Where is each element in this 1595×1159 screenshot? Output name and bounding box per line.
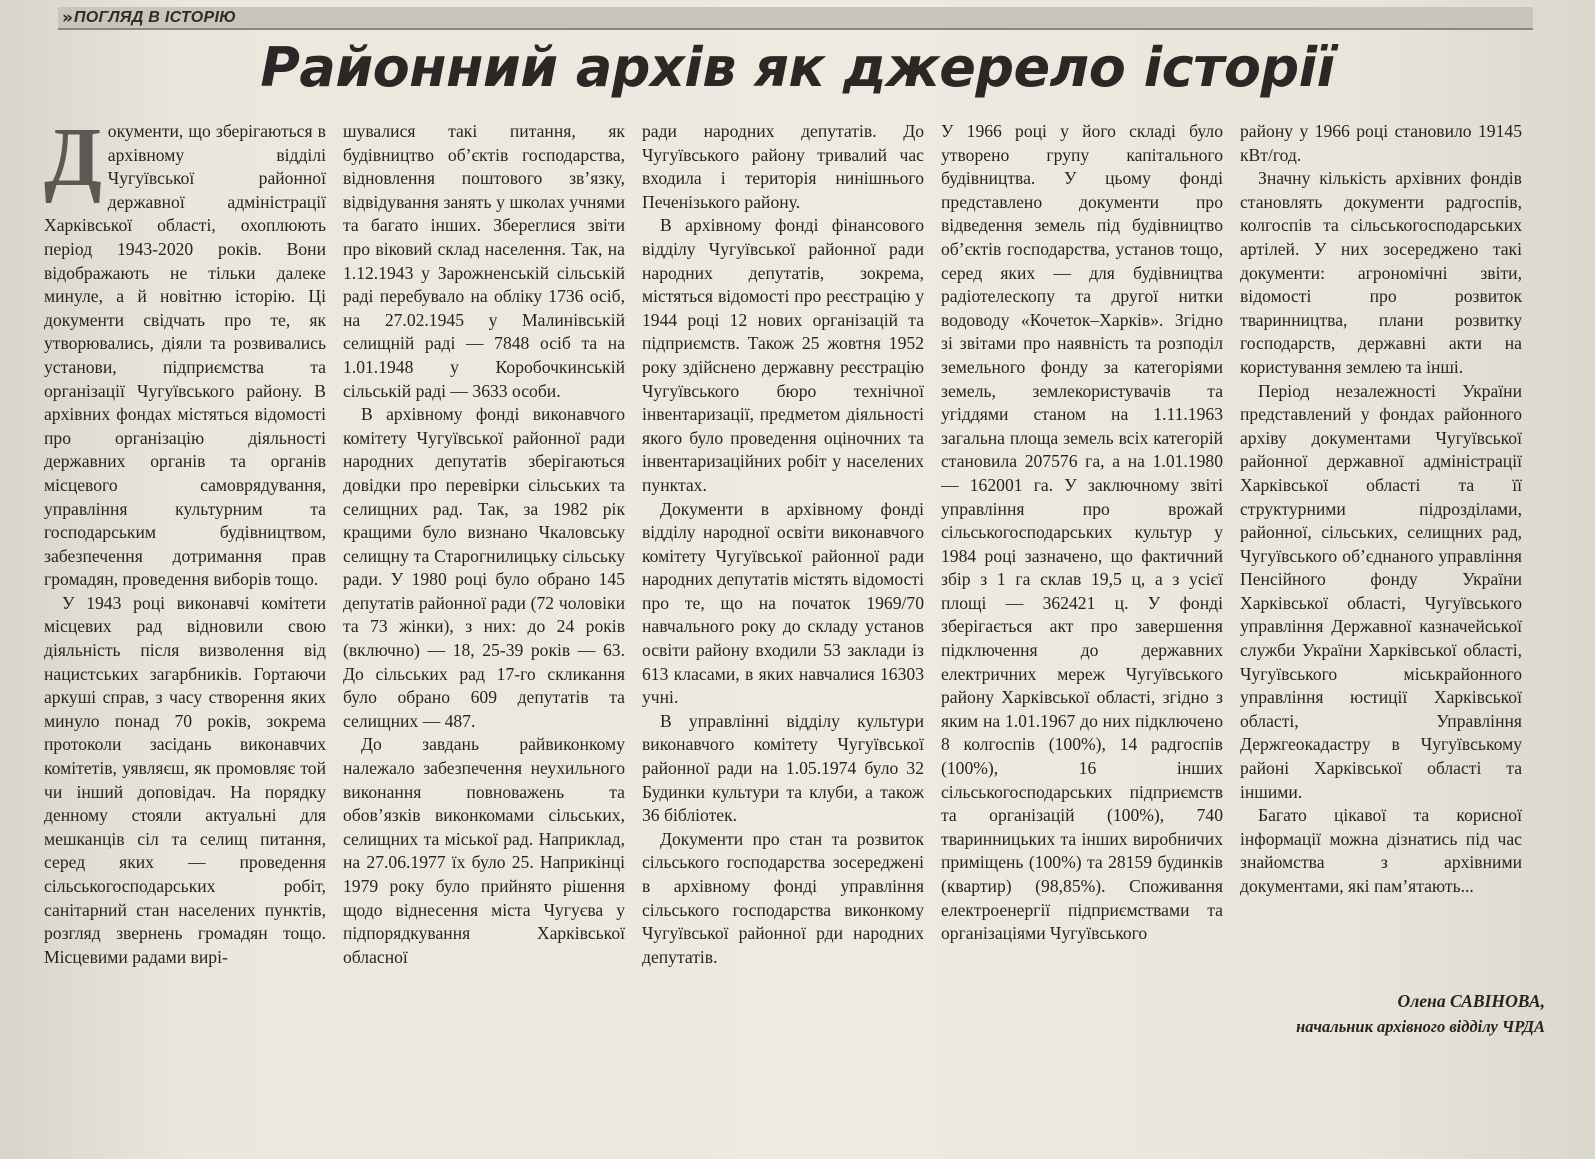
paragraph: Багато цікавої та корисної інформації можна дізнатись під час знайомства з архівними документами, які пам’ятають... xyxy=(1240,805,1522,896)
paragraph: Документи про стан та розвиток сільського господарства зосереджені в архівному фонді управління сільського господарства виконкому Чугуївської районної рди народних депутатів. xyxy=(642,828,924,967)
rubric-bar xyxy=(58,7,1533,30)
paragraph: В архівному фонді фінансового відділу Чугуївської районної ради народних депутатів, зокрема, містяться відомості про реєстрацію у 1944 році 12 нових організацій та підприємств. Також 25 жовтня 1952 року здійснено державну реєстрацію Чугуївського бюро технічної інвентаризації, предметом діяльності якого було проведення оціночних та інвентаризаційних робіт у населених пунктах. xyxy=(642,215,924,495)
paragraph: шувалися такі питання, як будівництво об’єктів господарства, відновлення поштового зв’язку, відвідування занять у школах учнями та багато інших. Збереглися звіти про віковий склад населення. Так, на 1.12.1943 у Зарожненській сільській раді перебувало на обліку 1736 осіб, на 27.02.1945 у Малинівській селищній раді — 7848 осіб та на 1.01.1948 у Коробочкинській сільській раді — 3633 особи. xyxy=(343,121,625,401)
paragraph: Період незалежності України представлений у фондах районного архіву документами Чугуївської районної державної адміністрації Харківської області та її структурними підрозділами, районної, сільських, селищних рад, Чугуївського об’єднаного управління Пенсійного фонду України Харківської області, Чугуївського управління Державної казначейської служби України Харківської області, Чугуївського міськрайонного управління юстиції Харківської області, Управління Держгеокадастру в Чугуївському районі Харківської області та іншими. xyxy=(1240,380,1522,802)
paragraph: У 1943 році виконавчі комітети місцевих рад відновили свою діяльність після визволення від нацистських загарбників. Гортаючи аркуші справ, з часу створення яких минуло понад 70 років, зокрема протоколи засідань виконавчих комітетів, уявляєш, як промовляє той чи інший доповідач. На порядку денному стояли актуальні для мешканців сіл та селищ питання, серед яких — проведення сільськогосподарських робіт, санітарний стан населених пунктів, розгляд звернень громадян тощо. Місцевими радами вирі- xyxy=(44,592,326,967)
column-2 xyxy=(343,120,625,1035)
rubric-label: ПОГЛЯД В ІСТОРІЮ xyxy=(73,8,237,26)
column-3 xyxy=(642,120,924,1035)
paragraph: Значну кількість архівних фондів становлять документи радгоспів, колгоспів та сільськогосподарських артілей. У них зосереджено такі документи: агрономічні звіти, відомості про розвиток тваринництва, плани розвитку господарств, державні акти на користування землею та інші. xyxy=(1240,168,1522,377)
paragraph: району у 1966 році становило 19145 кВт/год. xyxy=(1240,121,1522,165)
author-position: начальник архівного відділу ЧРДА xyxy=(1296,1017,1545,1036)
paragraph: В управлінні відділу культури виконавчого комітету Чугуївської районної ради на 1.05.1974 було 32 Будинки культури та клуби, а також 36 бібліотек. xyxy=(642,710,924,826)
double-chevron-icon: » xyxy=(62,7,70,28)
paragraph: Документи в архівному фонді відділу народної освіти виконавчого комітету Чугуївської районної ради народних депутатів містять відомості про те, що на початок 1969/70 навчального року до складу установ освіти району входили 53 заклади із 613 класами, в яких навчалися 16303 учні. xyxy=(642,498,924,708)
paragraph: окументи, що зберігаються в архівному відділі Чугуївської районної державної адміністрації Харківської області, охоплюють період 1943-2020 років. Вони відображають не тільки далеке минуле, а й новітню історію. Ці документи свідчать про те, як утворювались, діяли та розвивались установи, підприємства та організації Чугуївського району. В архівних фондах містяться відомості про організацію діяльності державних органів та органів місцевого самоврядування, управління культурним та господарським будівництвом, забезпечення дотримання прав громадян, проведення виборів тощо. xyxy=(44,121,326,590)
article-body xyxy=(44,120,1544,1040)
paragraph: У 1966 році у його складі було утворено групу капітального будівництва. У цьому фонді представлено документи про відведення земель під будівництво об’єктів господарства, установ тощо, серед яких — для будівництва радіотелескопу та другої нитки водоводу «Кочеток–Харків». Згідно зі звітами про наявність та розподіл земельного фонду за категоріями земель, землекористувачів та угіддями станом на 1.11.1963 загальна площа земель всіх категорій становила 207576 га, а на 1.01.1980 — 162001 га. У заключному звіті управління про врожай сільськогосподарських культур у 1984 році зазначено, що фактичний збір з 1 га склав 19,5 ц, а з усієї площі — 362421 ц. У фонді зберігається акт про завершення підключення до державних електричних мереж Чугуївського району Харківської області, згідно з яким на 1.01.1967 до них підключено 8 колгоспів (100%), 14 радгоспів (100%), 16 інших сільськогосподарських підприємств та організацій (100%), 740 тваринницьких та інших виробничих приміщень (100%) та 28159 будинків (квартир) (98,85%). Споживання електроенергії підприємствами та організаціями Чугуївського xyxy=(941,121,1223,944)
paragraph: До завдань райвиконкому належало забезпечення неухильного виконання повноважень та обов’язків виконкомами сільських, селищних та міської рад. Наприклад, на 27.06.1977 їх було 25. Наприкінці 1979 року було прийнято рішення щодо віднесення міста Чугуєва у підпорядкування Харківської обласної xyxy=(343,734,625,967)
paragraph: ради народних депутатів. До Чугуївського району тривалий час входила і територія нинішнього Печенізького району. xyxy=(642,121,924,212)
column-1 xyxy=(44,120,326,1035)
author-byline xyxy=(1296,988,1545,1040)
paragraph: В архівному фонді виконавчого комітету Чугуївської районної ради народних депутатів зберігаються довідки про перевірки сільських та селищних рад. Так, за 1982 рік кращими було визнано Чкаловську селищну та Старогнилицьку сільську ради. У 1980 році було обрано 145 депутатів районної ради (72 чоловіки та 73 жінки), з них: до 24 років (включно) — 18, 25-39 років — 63. До сільських рад 17-го скликання було обрано 609 депутатів та селищних — 487. xyxy=(343,404,625,731)
article-headline: Районний архів як джерело історії xyxy=(260,36,1335,99)
column-5 xyxy=(1240,120,1522,988)
drop-cap: Д xyxy=(44,120,102,204)
author-name: Олена САВІНОВА, xyxy=(1397,991,1545,1011)
column-4 xyxy=(941,120,1223,1035)
